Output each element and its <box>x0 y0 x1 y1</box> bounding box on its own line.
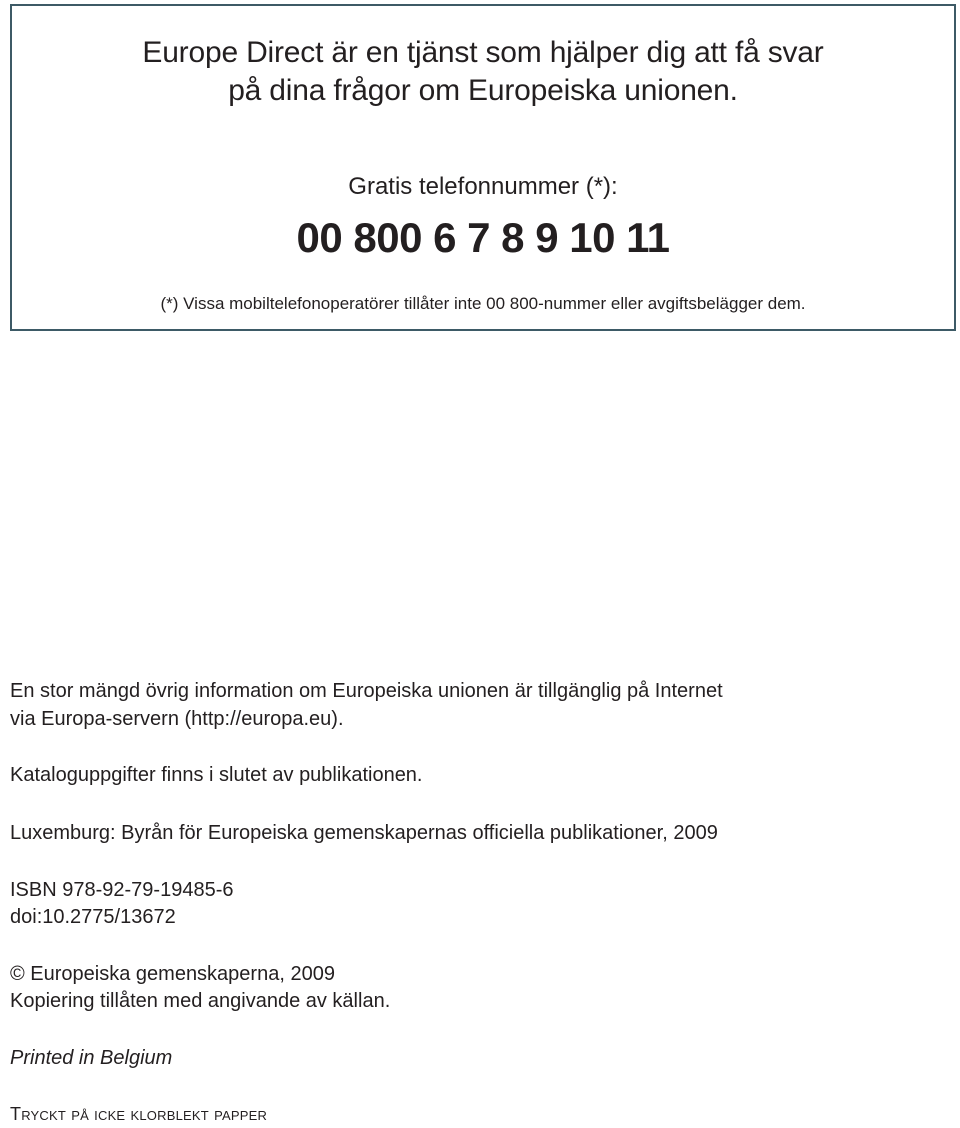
copyright: © Europeiska gemenskaperna, 2009 <box>10 963 335 985</box>
isbn: ISBN 978-92-79-19485-6 <box>10 879 234 901</box>
notice-heading-line-1: Europe Direct är en tjänst som hjälper dig att få svar <box>142 36 824 69</box>
europe-direct-notice-box <box>10 4 956 331</box>
catalogue-note: Kataloguppgifter finns i slutet av publikationen. <box>10 764 423 786</box>
info-line-1: En stor mängd övrig information om Europeiska unionen är tillgänglig på Internet <box>10 680 723 702</box>
free-phone-number: 00 800 6 7 8 9 10 11 <box>296 214 670 261</box>
paper-notice: Tryckt på icke klorblekt papper <box>10 1104 268 1124</box>
doi: doi:10.2775/13672 <box>10 906 176 928</box>
printed-in: Printed in Belgium <box>10 1047 173 1069</box>
free-phone-label: Gratis telefonnummer (*): <box>348 173 618 200</box>
publisher-line: Luxemburg: Byrån för Europeiska gemenskapernas officiella publikationer, 2009 <box>10 822 718 844</box>
notice-heading <box>12 34 954 110</box>
reproduction-notice: Kopiering tillåten med angivande av källan. <box>10 990 391 1012</box>
info-line-2: via Europa-servern (http://europa.eu). <box>10 708 344 730</box>
notice-heading-line-2: på dina frågor om Europeiska unionen. <box>228 74 738 107</box>
mobile-operator-footnote: (*) Vissa mobiltelefonoperatörer tillåter inte 00 800-nummer eller avgiftsbelägger dem. <box>160 294 806 313</box>
